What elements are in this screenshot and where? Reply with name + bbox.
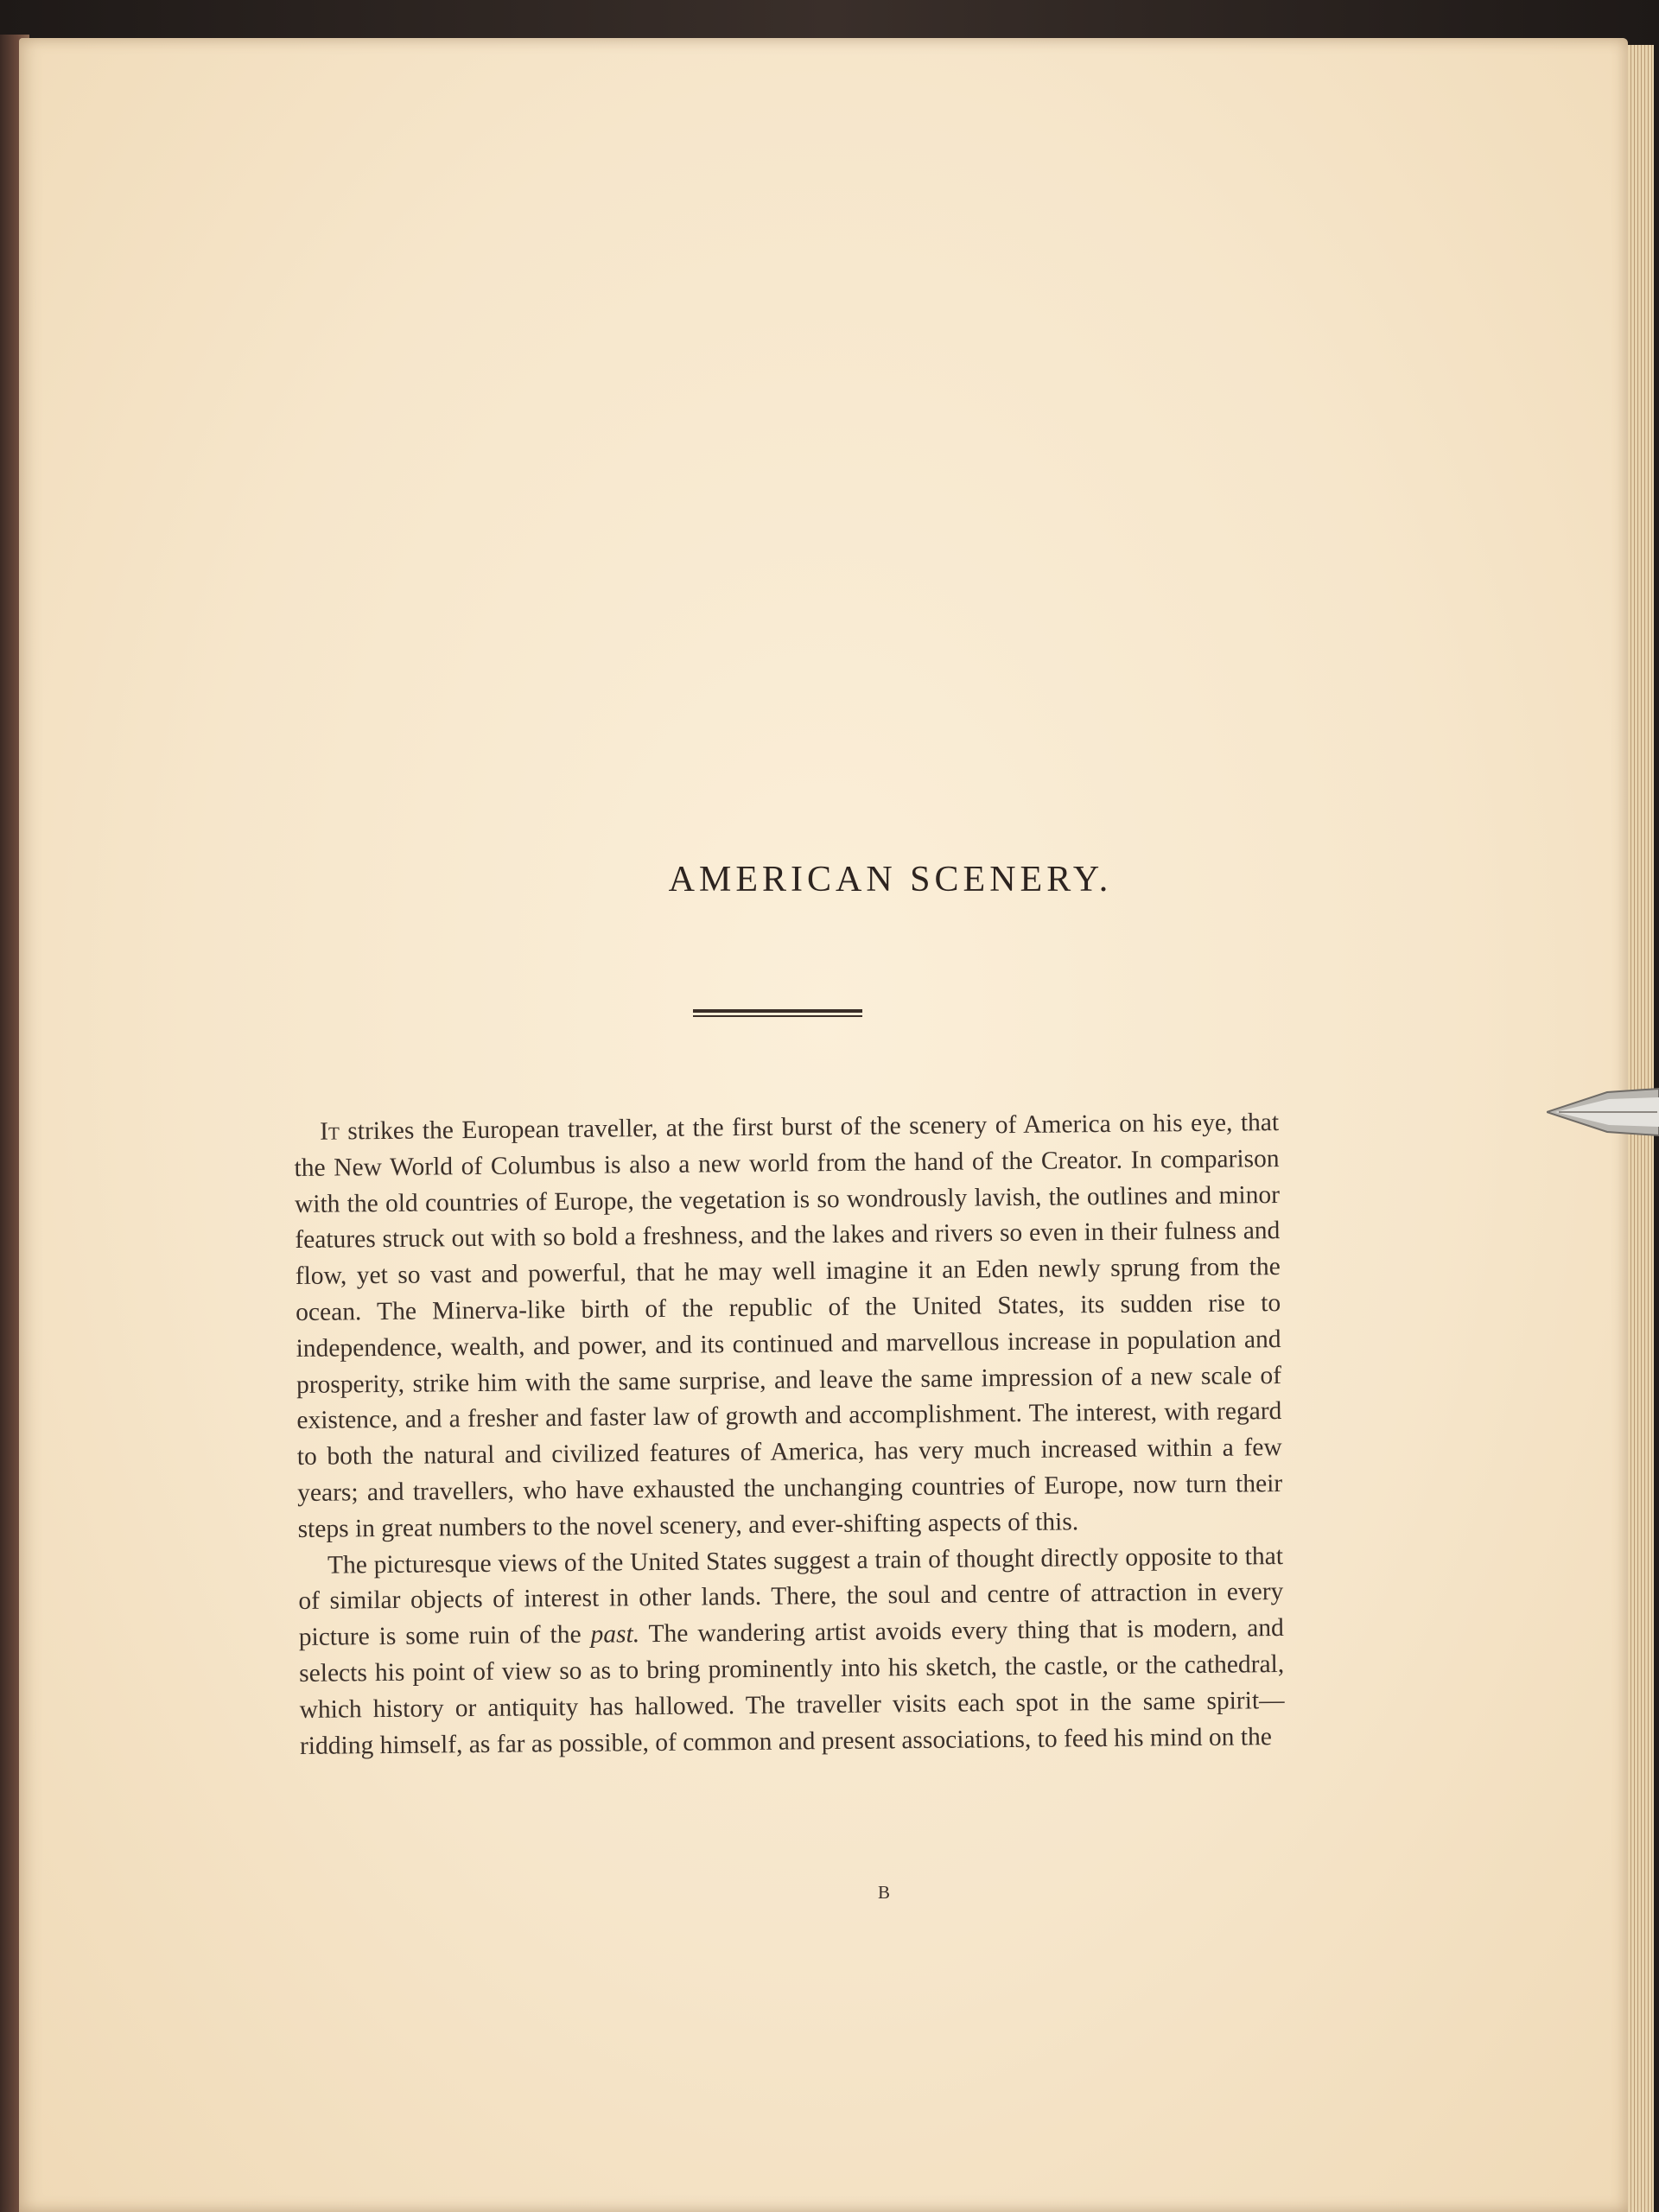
- paragraph-2-text-before: The picturesque views of the United States suggest a train of thought directly opposite to that of similar objects of interest in other lands. There, the soul and centre of attraction in every picture is some ruin of the: [298, 1541, 1284, 1652]
- paragraph-1: [294, 1105, 1283, 1548]
- paragraph-2-text-after: The wandering artist avoids every thing that is modern, and selects his point of view so as to bring prominently into his sketch, the castle, or the cathedral, which history or antiquity has hallowed. The traveller visits each spot in the same spirit—ridding himself, as far as possible, of common and present associations, to feed his mind on the: [299, 1614, 1285, 1760]
- title-rule: [693, 1009, 862, 1017]
- rule-thick-line: [693, 1009, 862, 1013]
- signature-mark: [19, 1882, 1628, 1904]
- paragraph-2: [298, 1539, 1285, 1765]
- signature-letter: B: [877, 1882, 890, 1903]
- paragraph-1-text: strikes the European traveller, at the first burst of the scenery of America on his eye, that the New World of Columbus is also a new world from the hand of the Creator. In comparison with the old countries of Europe, the vegetation is so wondrously lavish, the outlines and minor features struck out with so bold a freshness, and the lakes and rivers so even in their fulness and flow, yet so vast and powerful, that he may well imagine it an Eden newly sprung from the ocean. The Minerva-like birth of the republic of the United States, its sudden rise to independence, wealth, and power, and its continued and marvellous increase in population and prosperity, strike him with the same surprise, and leave the same impression of a new scale of existence, and a fresher and faster law of growth and accomplishment. The interest, with regard to both the natural and civilized features of America, has very much increased within a few years; and travellers, who have exhausted the unchanging countries of Europe, now turn their steps in great numbers to the novel scenery, and ever-shifting aspects of this.: [294, 1109, 1283, 1543]
- bookmark-clip-icon: [1547, 1087, 1659, 1137]
- body-text: [294, 1105, 1285, 1764]
- rule-thin-line: [693, 1015, 862, 1017]
- title-text: AMERICAN SCENERY.: [668, 860, 1113, 899]
- paragraph-1-opening: It: [320, 1117, 340, 1146]
- book-page: [19, 38, 1628, 2212]
- paragraph-2-emphasis: past.: [590, 1620, 640, 1649]
- page-title: [19, 859, 1628, 900]
